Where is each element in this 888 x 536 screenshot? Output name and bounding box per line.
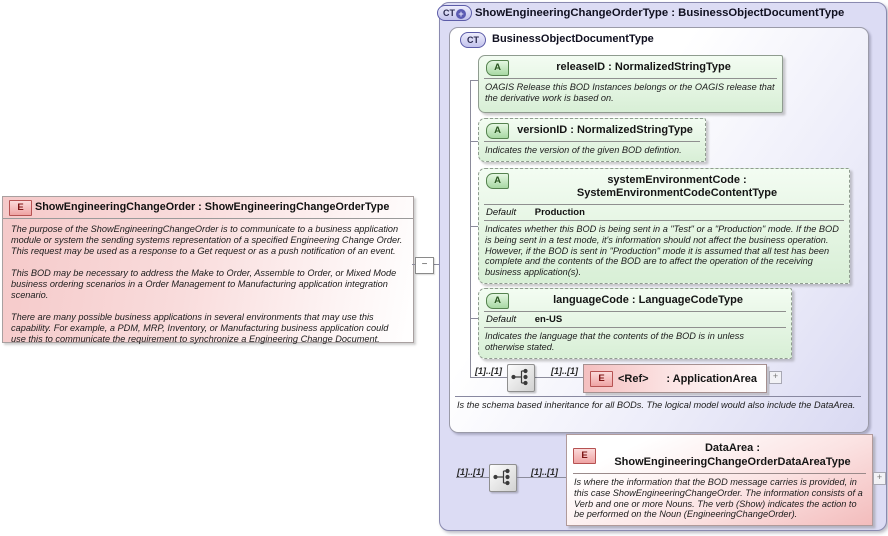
multiplicity-label: [1]..[1] [551, 366, 578, 376]
default-value: en-US [534, 314, 563, 325]
separator-line [455, 396, 861, 397]
tree-line [533, 377, 583, 378]
tree-line [470, 80, 471, 377]
attribute-title [479, 289, 791, 311]
collapse-toggle[interactable]: − [415, 257, 434, 274]
default-label: Default [486, 207, 517, 218]
default-label: Default [486, 314, 517, 325]
attribute-badge: A [486, 293, 509, 309]
attribute-doc: Indicates the version of the given BOD defintion. [484, 141, 700, 161]
plus-icon: + [456, 9, 466, 19]
application-area-element-box[interactable] [583, 364, 767, 393]
multiplicity-label: [1]..[1] [531, 467, 558, 477]
attribute-badge: A [486, 173, 509, 189]
root-element-title: ShowEngineeringChangeOrder : ShowEngineeringChangeOrderType [35, 201, 390, 213]
attribute-box-versionID[interactable] [478, 118, 706, 162]
type-container-title: ShowEngineeringChangeOrderType : BusinessObjectDocumentType [475, 7, 845, 19]
sequence-icon [489, 464, 517, 492]
attribute-box-languageCode[interactable] [478, 288, 792, 359]
doc-paragraph: This BOD may be necessary to address the Make to Order, Assemble to Order, or Mixed Mode business ordering scenarios in a Order Management to Manufacturing application integration scenario. [11, 268, 397, 300]
doc-paragraph: There are many possible business applications in several environments that may use this capability. For example, a PDM, MRP, Inventory, or Manufacturing business application could use this to communicate the requirement to synchronize a Engineering Change Document. [11, 312, 389, 344]
attribute-doc: Indicates the language that the contents of the BOD is in unless otherwise stated. [484, 327, 786, 358]
doc-paragraph: The purpose of the ShowEngineeringChangeOrder is to communicate to a business application module or system the sending systems representation of a specified Engineering Change Order. This request may be used as a response to a Get request or as a push notification of an event. [11, 224, 403, 256]
attribute-box-systemEnvironmentCode[interactable] [478, 168, 850, 284]
attribute-default-row [484, 204, 844, 220]
attribute-badge: A [486, 123, 509, 139]
tree-line [470, 318, 478, 319]
ct-label: CT [443, 8, 455, 18]
attribute-doc: OAGIS Release this BOD Instances belongs or the OAGIS release that the derivative work is based on. [484, 78, 777, 109]
element-type: : ApplicationArea [666, 372, 757, 385]
multiplicity-label: [1]..[1] [475, 366, 502, 376]
sequence-icon [507, 364, 535, 392]
attribute-badge: A [486, 60, 509, 76]
element-doc: Is where the information that the BOD message carries is provided, in this case ShowEngineeringChangeOrder. The information consists of a Verb and one or more Nouns. The verb (Show) indicates the action to be performed on the Noun (EngineeringChangeOrder). [573, 473, 866, 523]
sequence-icon-glyph [508, 365, 532, 389]
root-element-doc [3, 219, 413, 345]
attribute-default-row [484, 311, 786, 327]
expand-button[interactable]: + [769, 371, 782, 384]
root-element-box[interactable] [2, 196, 414, 343]
tree-line [470, 377, 507, 378]
multiplicity-label: [1]..[1] [457, 467, 484, 477]
data-area-element-box[interactable] [566, 434, 873, 526]
complex-type-plus-badge [437, 5, 472, 21]
attribute-label: releaseID : NormalizedStringType [556, 61, 731, 73]
tree-line [456, 477, 489, 478]
element-badge: E [573, 448, 596, 464]
tree-line [470, 141, 478, 142]
default-value: Production [534, 207, 585, 218]
attribute-label: systemEnvironmentCode : SystemEnvironmentCodeContentType [576, 174, 778, 199]
attribute-label: languageCode : LanguageCodeType [553, 294, 743, 306]
tree-line [470, 80, 478, 81]
element-badge: E [590, 371, 613, 387]
attribute-box-releaseID[interactable] [478, 55, 783, 113]
attribute-title [479, 56, 782, 78]
attribute-title [479, 119, 705, 141]
element-name: <Ref> [618, 372, 649, 385]
element-title [567, 435, 872, 473]
base-type-title: BusinessObjectDocumentType [492, 33, 654, 45]
element-label: DataArea : ShowEngineeringChangeOrderDataAreaType [614, 442, 851, 468]
complex-type-badge: CT [460, 32, 486, 48]
root-element-header [3, 197, 413, 219]
attribute-title [479, 169, 849, 204]
tree-line [516, 477, 566, 478]
base-type-doc: Is the schema based inheritance for all BODs. The logical model would also include the DataArea. [457, 400, 856, 410]
element-badge: E [9, 200, 32, 216]
sequence-icon-glyph [490, 465, 514, 489]
expand-button[interactable]: + [873, 472, 886, 485]
attribute-doc: Indicates whether this BOD is being sent in a "Test" or a "Production" mode. If the BOD is being sent in a test mode, it's information should not affect the business operation. However, if the BOD is sent in "Production" mode it is assumed that all test has been complete and the contents of the BOD are to affect the operation of the receiving business application(s). [484, 220, 844, 283]
tree-line [470, 226, 478, 227]
attribute-label: versionID : NormalizedStringType [517, 124, 693, 136]
